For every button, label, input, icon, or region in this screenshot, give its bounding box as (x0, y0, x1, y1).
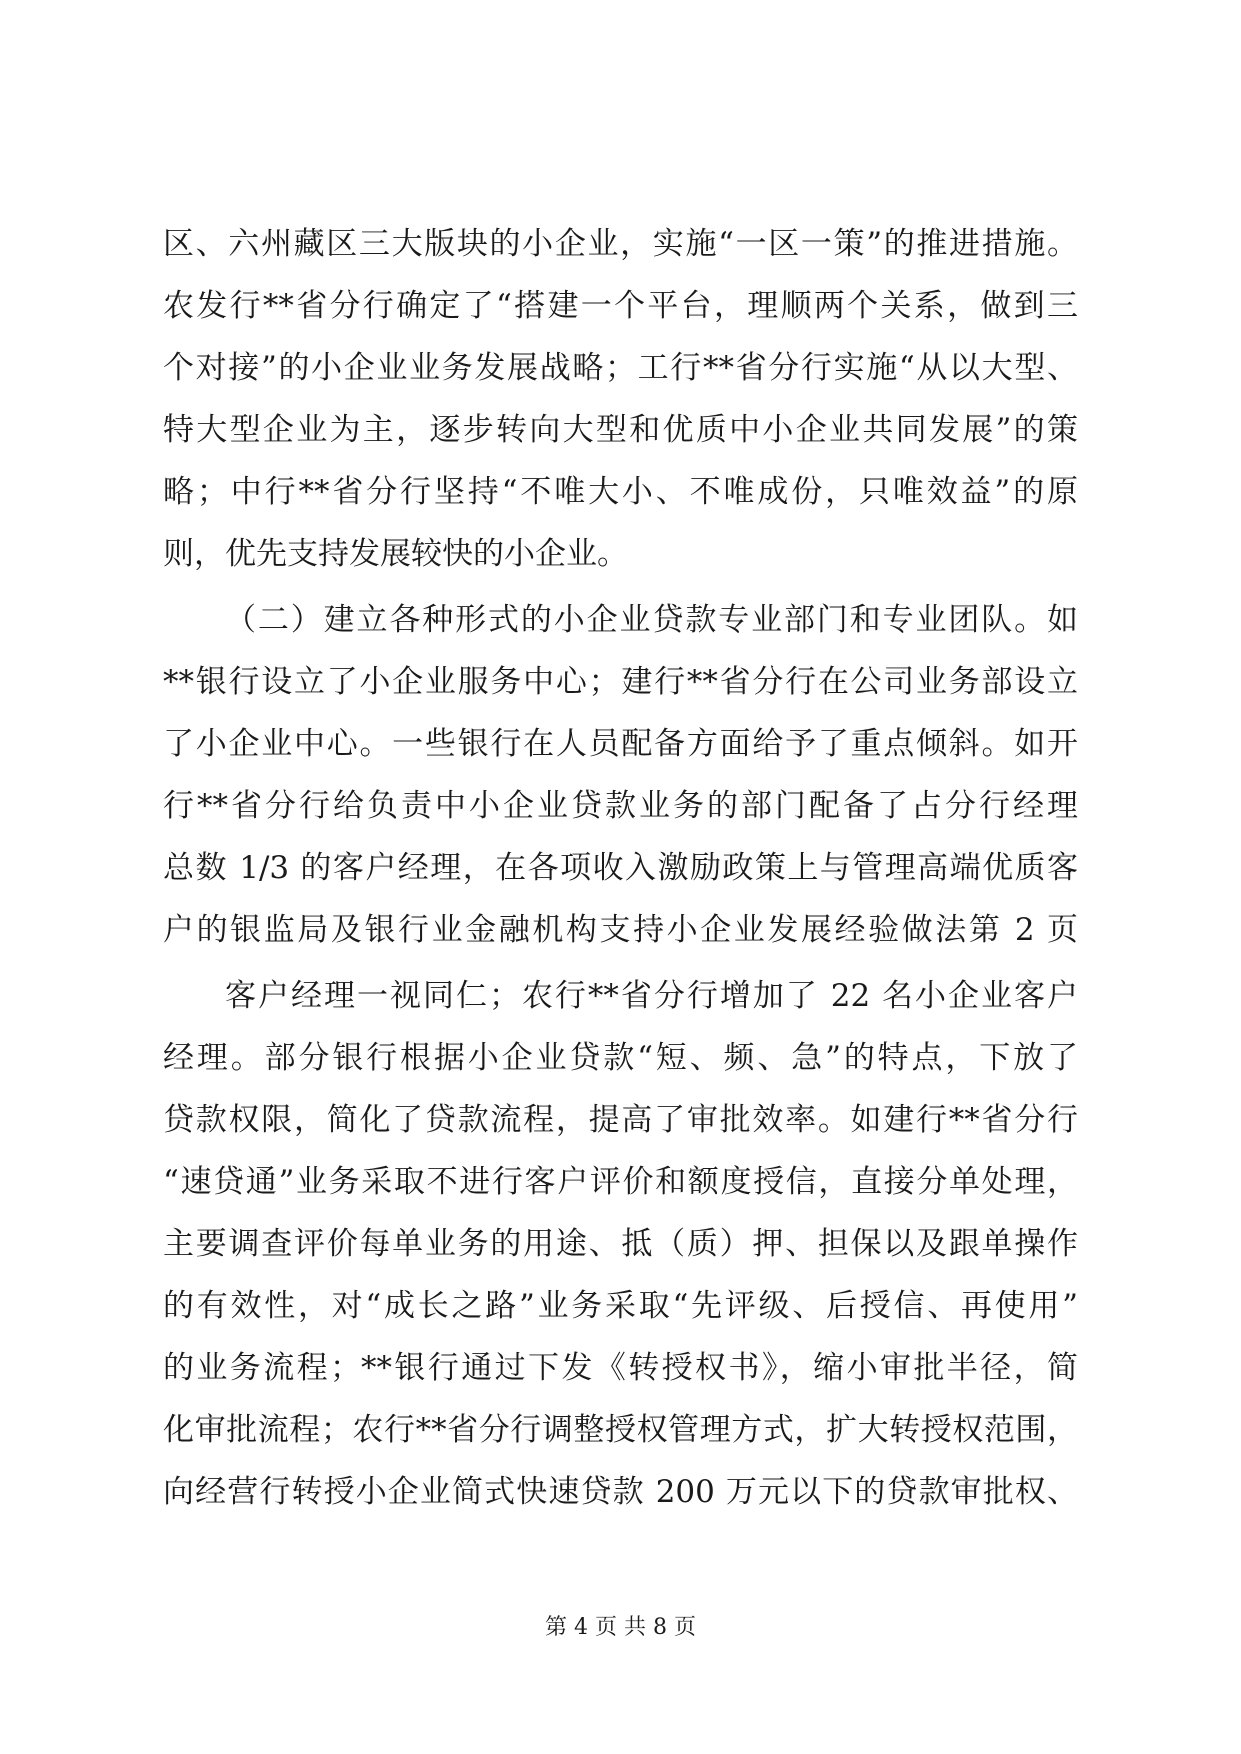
body-text-line: 总数 1/3 的客户经理，在各项收入激励政策上与管理高端优质客 (163, 850, 1078, 886)
body-text-line: 经理。部分银行根据小企业贷款“短、频、急”的特点，下放了 (163, 1040, 1078, 1076)
body-text-line: **银行设立了小企业服务中心；建行**省分行在公司业务部设立 (163, 664, 1078, 700)
body-text-line: 略；中行**省分行坚持“不唯大小、不唯成份，只唯效益”的原 (163, 474, 1078, 510)
body-text-line: 个对接”的小企业业务发展战略；工行**省分行实施“从以大型、 (163, 350, 1078, 386)
body-text-line: 了小企业中心。一些银行在人员配备方面给予了重点倾斜。如开 (163, 726, 1078, 762)
body-text-line: 化审批流程；农行**省分行调整授权管理方式，扩大转授权范围， (163, 1412, 1078, 1448)
body-text-line: 的有效性，对“成长之路”业务采取“先评级、后授信、再使用” (163, 1288, 1078, 1324)
section-heading-line: （二）建立各种形式的小企业贷款专业部门和专业团队。如 (225, 602, 1078, 638)
body-text-line: 行**省分行给负责中小企业贷款业务的部门配备了占分行经理 (163, 788, 1078, 824)
body-text-line: 则，优先支持发展较快的小企业。 (163, 536, 628, 572)
body-text-line: 区、六州藏区三大版块的小企业，实施“一区一策”的推进措施。 (163, 226, 1078, 262)
body-text-line: 农发行**省分行确定了“搭建一个平台，理顺两个关系，做到三 (163, 288, 1078, 324)
page-number-footer: 第 4 页 共 8 页 (545, 1615, 696, 1640)
body-text-line: 贷款权限，简化了贷款流程，提高了审批效率。如建行**省分行 (163, 1102, 1078, 1138)
body-text-line: 特大型企业为主，逐步转向大型和优质中小企业共同发展”的策 (163, 412, 1078, 448)
body-text-line: 向经营行转授小企业简式快速贷款 200 万元以下的贷款审批权、 (163, 1474, 1078, 1510)
body-text-line: 的业务流程；**银行通过下发《转授权书》，缩小审批半径，简 (163, 1350, 1078, 1386)
body-text-line: 户的银监局及银行业金融机构支持小企业发展经验做法第 2 页 (163, 912, 1078, 948)
body-text-line: “速贷通”业务采取不进行客户评价和额度授信，直接分单处理， (163, 1164, 1078, 1200)
body-text-line: 客户经理一视同仁；农行**省分行增加了 22 名小企业客户 (225, 978, 1078, 1014)
body-text-line: 主要调查评价每单业务的用途、抵（质）押、担保以及跟单操作 (163, 1226, 1078, 1262)
